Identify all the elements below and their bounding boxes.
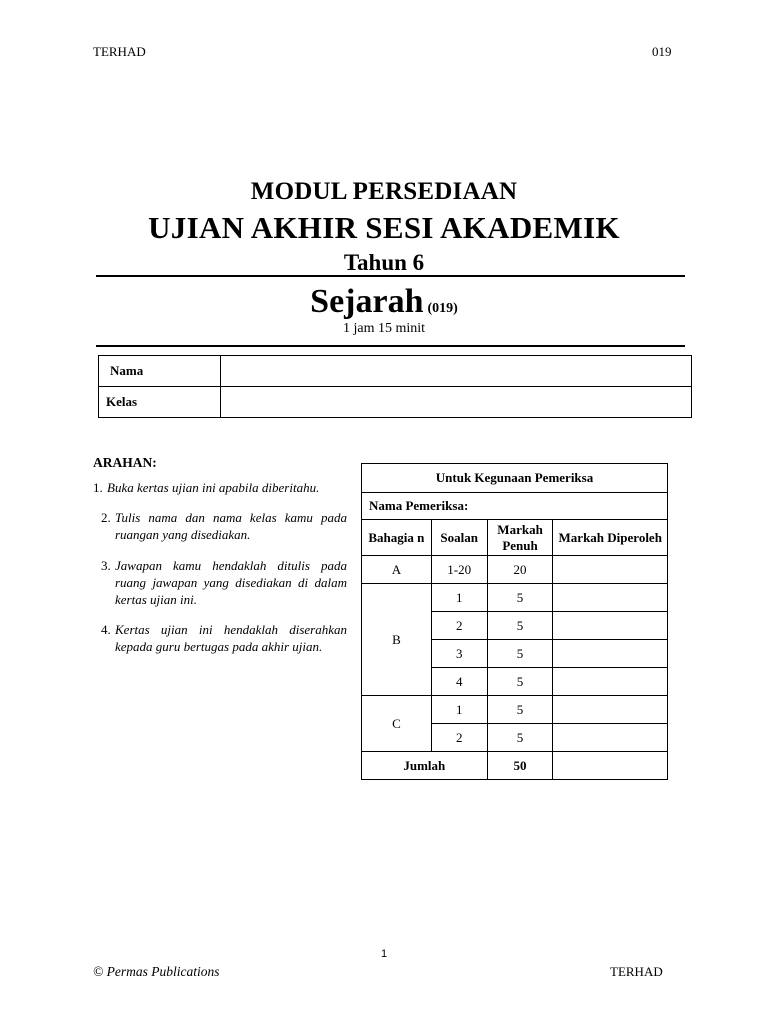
exam-duration: 1 jam 15 minit bbox=[342, 321, 426, 336]
marks-obtained-cell[interactable] bbox=[553, 584, 668, 612]
total-marks-obtained[interactable] bbox=[553, 752, 668, 780]
question-cell: 1-20 bbox=[431, 556, 487, 584]
instruction-number: 3. bbox=[101, 558, 111, 573]
question-cell: 2 bbox=[431, 612, 487, 640]
instruction-number: 1. bbox=[93, 480, 103, 495]
header-classification: TERHAD bbox=[93, 44, 146, 59]
title-divider-bottom bbox=[96, 345, 685, 347]
table-row bbox=[362, 696, 668, 724]
class-row bbox=[99, 387, 692, 418]
examiner-name-label: Nama Pemeriksa: bbox=[362, 493, 668, 520]
instruction-item bbox=[93, 479, 352, 496]
page-number: 1 bbox=[380, 948, 388, 960]
subject-code: (019) bbox=[427, 301, 458, 316]
question-cell: 2 bbox=[431, 724, 487, 752]
table-row bbox=[362, 584, 668, 612]
instruction-item bbox=[101, 509, 347, 543]
title-divider-top bbox=[96, 275, 685, 277]
class-field[interactable] bbox=[221, 387, 692, 418]
instruction-text: Buka kertas ujian ini apabila diberitahu. bbox=[107, 480, 320, 495]
marks-obtained-cell[interactable] bbox=[553, 724, 668, 752]
full-marks-cell: 5 bbox=[487, 696, 553, 724]
section-a-label: A bbox=[362, 556, 432, 584]
name-field[interactable] bbox=[221, 356, 692, 387]
marks-obtained-cell[interactable] bbox=[553, 612, 668, 640]
full-marks-cell: 5 bbox=[487, 612, 553, 640]
subject-title bbox=[0, 283, 768, 321]
publisher-credit: © Permas Publications bbox=[93, 964, 220, 979]
instruction-item bbox=[101, 621, 347, 655]
question-cell: 4 bbox=[431, 668, 487, 696]
student-info-table bbox=[98, 355, 692, 418]
instruction-text: Tulis nama dan nama kelas kamu pada ruangan yang disediakan. bbox=[115, 510, 347, 542]
marks-obtained-cell[interactable] bbox=[553, 556, 668, 584]
examiner-table-title: Untuk Kegunaan Pemeriksa bbox=[362, 464, 668, 493]
total-row bbox=[362, 752, 668, 780]
header-full-marks: Markah Penuh bbox=[487, 520, 553, 556]
instruction-text: Kertas ujian ini hendaklah diserahkan kepada guru bertugas pada akhir ujian. bbox=[115, 622, 347, 654]
full-marks-cell: 5 bbox=[487, 724, 553, 752]
exam-title: UJIAN AKHIR SESI AKADEMIK bbox=[148, 210, 620, 245]
instruction-number: 4. bbox=[101, 622, 111, 637]
full-marks-cell: 5 bbox=[487, 668, 553, 696]
instruction-number: 2. bbox=[101, 510, 111, 525]
class-label: Kelas bbox=[99, 387, 221, 418]
question-cell: 1 bbox=[431, 584, 487, 612]
instruction-text: Jawapan kamu hendaklah ditulis pada ruang jawapan yang disediakan di dalam kertas ujian ini. bbox=[115, 558, 347, 607]
name-label: Nama bbox=[99, 356, 221, 387]
header-question: Soalan bbox=[431, 520, 487, 556]
full-marks-cell: 5 bbox=[487, 584, 553, 612]
header-section: Bahagia n bbox=[362, 520, 432, 556]
subject-name: Sejarah bbox=[310, 283, 424, 320]
section-b-label: B bbox=[362, 584, 432, 696]
question-cell: 1 bbox=[431, 696, 487, 724]
module-title: MODUL PERSEDIAAN bbox=[250, 178, 518, 205]
full-marks-cell: 20 bbox=[487, 556, 553, 584]
table-row bbox=[362, 556, 668, 584]
marks-obtained-cell[interactable] bbox=[553, 668, 668, 696]
table-header-row bbox=[362, 520, 668, 556]
marks-obtained-cell[interactable] bbox=[553, 640, 668, 668]
section-c-label: C bbox=[362, 696, 432, 752]
examiner-name-row bbox=[362, 493, 668, 520]
examiner-table-title-row bbox=[362, 464, 668, 493]
header-marks-obtained: Markah Diperoleh bbox=[553, 520, 668, 556]
marks-obtained-cell[interactable] bbox=[553, 696, 668, 724]
instruction-item bbox=[101, 557, 347, 608]
name-row bbox=[99, 356, 692, 387]
full-marks-cell: 5 bbox=[487, 640, 553, 668]
total-full-marks: 50 bbox=[487, 752, 553, 780]
total-label: Jumlah bbox=[362, 752, 488, 780]
examiner-marks-table bbox=[361, 463, 668, 780]
header-subject-code: 019 bbox=[652, 44, 672, 59]
year-title: Tahun 6 bbox=[343, 250, 425, 275]
footer-classification: TERHAD bbox=[610, 964, 663, 979]
question-cell: 3 bbox=[431, 640, 487, 668]
instructions-heading: ARAHAN: bbox=[93, 455, 157, 470]
